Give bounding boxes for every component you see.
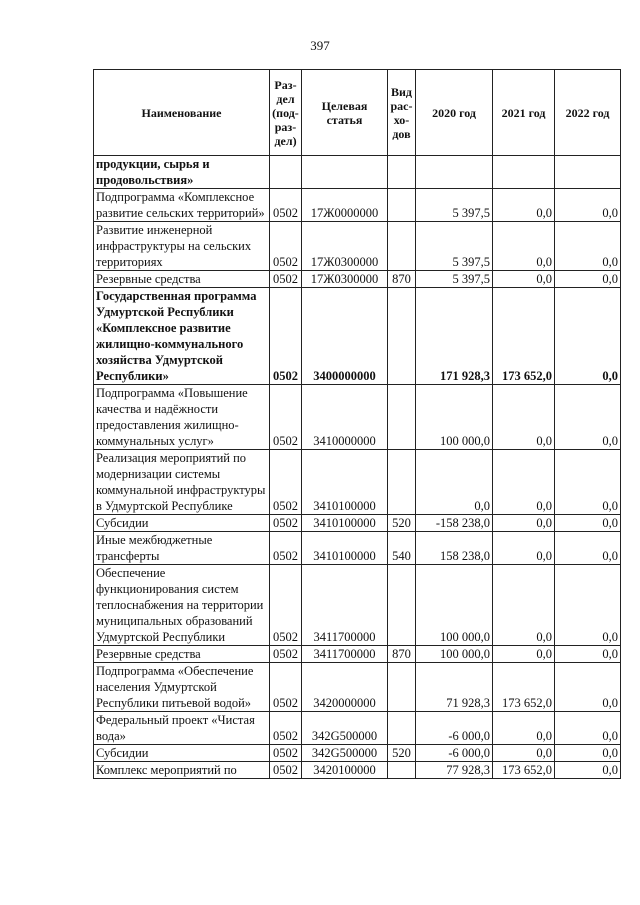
cell-type: 540 [388,532,416,565]
header-2022: 2022 год [555,70,621,156]
cell-y2020: 100 000,0 [416,646,493,663]
cell-type [388,663,416,712]
header-2021: 2021 год [493,70,555,156]
cell-type [388,385,416,450]
cell-y2020: 5 397,5 [416,222,493,271]
cell-target: 17Ж0000000 [302,189,388,222]
cell-target: 3400000000 [302,288,388,385]
table-row [94,271,621,288]
cell-section: 0502 [270,565,302,646]
header-expense-type: Вид рас-хо-дов [388,70,416,156]
cell-type: 520 [388,515,416,532]
cell-y2022: 0,0 [555,288,621,385]
table-row [94,288,621,385]
cell-y2022: 0,0 [555,385,621,450]
cell-y2021 [493,156,555,189]
cell-name: Субсидии [94,745,270,762]
cell-section: 0502 [270,762,302,779]
cell-type [388,712,416,745]
cell-type [388,288,416,385]
cell-y2022: 0,0 [555,565,621,646]
cell-y2021: 0,0 [493,712,555,745]
table-row [94,565,621,646]
cell-y2020: 5 397,5 [416,189,493,222]
cell-name: Развитие инженерной инфраструктуры на сельских территориях [94,222,270,271]
cell-name: Подпрограмма «Комплексное развитие сельских территорий» [94,189,270,222]
cell-target: 342G500000 [302,712,388,745]
header-2020: 2020 год [416,70,493,156]
cell-name: Подпрограмма «Повышение качества и надёжности предоставления жилищно-коммунальных услуг» [94,385,270,450]
cell-name: Подпрограмма «Обеспечение населения Удмуртской Республики питьевой водой» [94,663,270,712]
cell-y2020: 100 000,0 [416,385,493,450]
cell-name: продукции, сырья и продовольствия» [94,156,270,189]
cell-target: 342G500000 [302,745,388,762]
cell-name: Субсидии [94,515,270,532]
budget-table [93,69,621,779]
cell-y2021: 0,0 [493,189,555,222]
cell-y2022: 0,0 [555,450,621,515]
cell-type: 520 [388,745,416,762]
cell-y2022: 0,0 [555,712,621,745]
cell-y2021: 0,0 [493,515,555,532]
table-header-row [94,70,621,156]
cell-name: Комплекс мероприятий по [94,762,270,779]
cell-y2020: -6 000,0 [416,712,493,745]
cell-type [388,762,416,779]
cell-y2021: 173 652,0 [493,663,555,712]
cell-y2021: 173 652,0 [493,762,555,779]
cell-section: 0502 [270,712,302,745]
cell-y2022: 0,0 [555,646,621,663]
table-row [94,189,621,222]
cell-y2020: 171 928,3 [416,288,493,385]
table-row [94,156,621,189]
table-row [94,745,621,762]
cell-name: Обеспечение функционирования систем теплоснабжения на территории муниципальных образований Удмуртской Республики [94,565,270,646]
cell-y2021: 0,0 [493,565,555,646]
cell-target: 3420100000 [302,762,388,779]
cell-y2022: 0,0 [555,222,621,271]
cell-section [270,156,302,189]
cell-y2021: 0,0 [493,646,555,663]
cell-target: 3410100000 [302,532,388,565]
cell-section: 0502 [270,189,302,222]
cell-section: 0502 [270,663,302,712]
cell-target: 3420000000 [302,663,388,712]
cell-y2021: 0,0 [493,271,555,288]
cell-y2022 [555,156,621,189]
cell-target: 17Ж0300000 [302,271,388,288]
table-row [94,515,621,532]
cell-y2020: -158 238,0 [416,515,493,532]
cell-y2020 [416,156,493,189]
cell-y2020: -6 000,0 [416,745,493,762]
table-row [94,222,621,271]
cell-y2021: 0,0 [493,222,555,271]
cell-type: 870 [388,646,416,663]
cell-y2020: 100 000,0 [416,565,493,646]
cell-section: 0502 [270,450,302,515]
cell-y2020: 158 238,0 [416,532,493,565]
cell-y2022: 0,0 [555,189,621,222]
cell-y2020: 5 397,5 [416,271,493,288]
header-name: Наименование [94,70,270,156]
cell-y2021: 0,0 [493,450,555,515]
cell-y2021: 0,0 [493,385,555,450]
cell-section: 0502 [270,515,302,532]
header-target: Целевая статья [302,70,388,156]
cell-target [302,156,388,189]
table-row [94,646,621,663]
cell-y2022: 0,0 [555,762,621,779]
cell-section: 0502 [270,222,302,271]
cell-section: 0502 [270,385,302,450]
cell-y2020: 77 928,3 [416,762,493,779]
cell-type [388,189,416,222]
cell-name: Реализация мероприятий по модернизации системы коммунальной инфраструктуры в Удмуртской Республике [94,450,270,515]
table-row [94,385,621,450]
cell-target: 3410100000 [302,450,388,515]
cell-section: 0502 [270,288,302,385]
table-row [94,712,621,745]
cell-type [388,222,416,271]
cell-section: 0502 [270,646,302,663]
table-row [94,663,621,712]
table-row [94,450,621,515]
cell-y2022: 0,0 [555,532,621,565]
cell-y2021: 0,0 [493,745,555,762]
cell-name: Резервные средства [94,271,270,288]
cell-y2022: 0,0 [555,515,621,532]
header-section: Раз-дел (под-раз-дел) [270,70,302,156]
cell-y2020: 0,0 [416,450,493,515]
cell-section: 0502 [270,271,302,288]
cell-type [388,156,416,189]
cell-target: 3411700000 [302,565,388,646]
cell-section: 0502 [270,532,302,565]
cell-type: 870 [388,271,416,288]
cell-y2020: 71 928,3 [416,663,493,712]
cell-name: Федеральный проект «Чистая вода» [94,712,270,745]
page-number: 397 [310,38,330,53]
cell-name: Резервные средства [94,646,270,663]
cell-y2022: 0,0 [555,745,621,762]
cell-target: 17Ж0300000 [302,222,388,271]
cell-target: 3410000000 [302,385,388,450]
cell-y2022: 0,0 [555,271,621,288]
cell-type [388,565,416,646]
table-row [94,762,621,779]
cell-name: Иные межбюджетные трансферты [94,532,270,565]
cell-type [388,450,416,515]
cell-y2021: 0,0 [493,532,555,565]
cell-name: Государственная программа Удмуртской Республики «Комплексное развитие жилищно-коммунального хозяйства Удмуртской Республики» [94,288,270,385]
cell-target: 3411700000 [302,646,388,663]
cell-y2021: 173 652,0 [493,288,555,385]
cell-target: 3410100000 [302,515,388,532]
cell-y2022: 0,0 [555,663,621,712]
cell-section: 0502 [270,745,302,762]
table-row [94,532,621,565]
